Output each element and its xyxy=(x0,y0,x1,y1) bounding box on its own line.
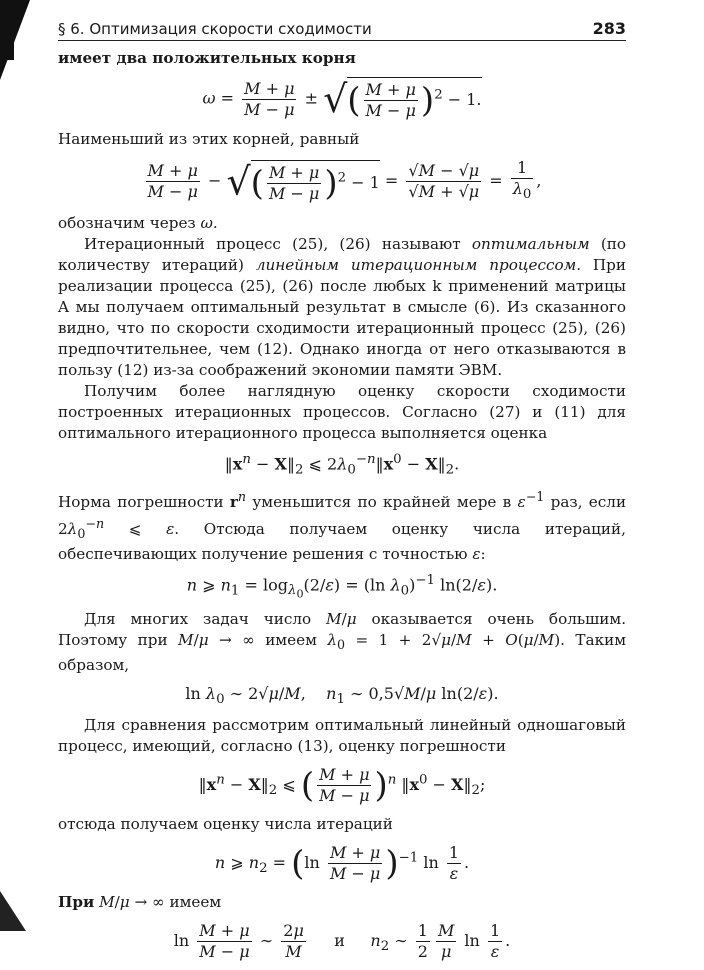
equation-n2: n ⩾ $n_2 = (\ln$ $\frac{M + \mu}{M - \mu}$ )$^{-1}$ ln $\frac{1}{\varepsilon}$ . xyxy=(214,843,470,884)
paragraph-estimate-intro: Получим более наглядную оценку скорости сходимости построенных итерационных процессов. Согласно (27) и (11) для оптимального итерационного процесса выполняется оценка xyxy=(58,382,626,443)
paragraph-comparison: Для сравнения рассмотрим оптимальный линейный одношаговый процесс, имеющий, согласно (13), оценку погрешности xyxy=(58,716,626,756)
page-number: 283 xyxy=(592,19,626,38)
equation-error-bound: $‖x^n$ − $X‖_2$ ⩽ $2\lambda_0^{-n}‖x^0$ − $X‖_2$. xyxy=(224,452,460,478)
paragraph-denote: обозначим через ω. xyxy=(58,214,218,233)
page-body xyxy=(58,48,626,970)
scan-edge-shadow-top xyxy=(0,0,14,60)
paragraph-when: При M/μ → ∞ имеем xyxy=(58,893,222,912)
scan-corner-shadow-bottom xyxy=(0,891,26,931)
equation-n1: n ⩾ $n_1 = \log_{\lambda_0}(2/\varepsilon) = (\ln$ $\lambda_0)^{-1}$ ln(2/ε). xyxy=(186,572,498,602)
equation-lambda0: $\frac{M + \mu}{M - \mu}$ − √( $\frac{M + \mu}{M - \mu}$ )$^2$ − 1 = $\frac{√M - √\mu}{√M + √\mu}$ = $\frac{1}{\lambda_0}$ , xyxy=(147,158,542,204)
equation-onestep-bound: $‖x^n$ − $X‖_2$ ⩽ ( $\frac{M + \mu}{M - \mu}$ )$^n$ $‖x^0$ − $X‖_2$; xyxy=(198,765,486,806)
paragraph-norm: Норма погрешности $r^n$ уменьшится по крайней мере в $\varepsilon^{-1}$ раз, если $2\lambda_0^{-n}$ ⩽ ε. Отсюда получаем оценку числа итераций, обеспечивающих получение решения с точностью ε: xyxy=(58,488,627,563)
running-head: § 6. Оптимизация скорости сходимости xyxy=(58,20,372,38)
paragraph-optimal-process: Итерационный процесс (25), (26) называют оптимальным (по количеству итераций) линейным итерационным процессом. При реализации процесса (25), (26) после любых k применений матрицы A мы получаем оптимальный результат в смысле (6). Из сказанного видно, что по скорости сходимости итерационный процесс (25), (26) предпочтительнее, чем (12). Однако иногда от него отказываются в пользу (12) из-за соображений экономии памяти ЭВМ. xyxy=(58,235,627,380)
paragraph-hence: отсюда получаем оценку числа итераций xyxy=(58,815,393,834)
equation-asymptotic-n2: ln $\frac{M + \mu}{M - \mu}$ ∼ $\frac{2\mu}{M}$ и $n_2$ ∼ $\frac{1}{2}$ $\frac{M}{\mu}$ ln $\frac{1}{\varepsilon}$ . xyxy=(173,921,511,962)
paragraph-roots: имеет два положительных корня xyxy=(58,49,356,67)
equation-asymptotic-n1: $\ln \lambda_0$ ∼ 2√μ/M, $n_1$ ∼ 0,5√M/μ ln(2/ε). xyxy=(185,684,499,708)
page-header xyxy=(58,18,626,41)
paragraph-smallest-root: Наименьший из этих корней, равный xyxy=(58,130,360,148)
equation-omega: ω = $\frac{M + \mu}{M - \mu}$ ± √( $\frac{M + \mu}{M - \mu}$ )$^2$ − 1. xyxy=(202,77,482,121)
paragraph-many-tasks: Для многих задач число M/μ оказывается очень большим. Поэтому при M/μ → ∞ имеем $\lambda_0 = 1 + 2√\mu/M + O(\mu/M)$. Таким образом, xyxy=(58,610,627,675)
